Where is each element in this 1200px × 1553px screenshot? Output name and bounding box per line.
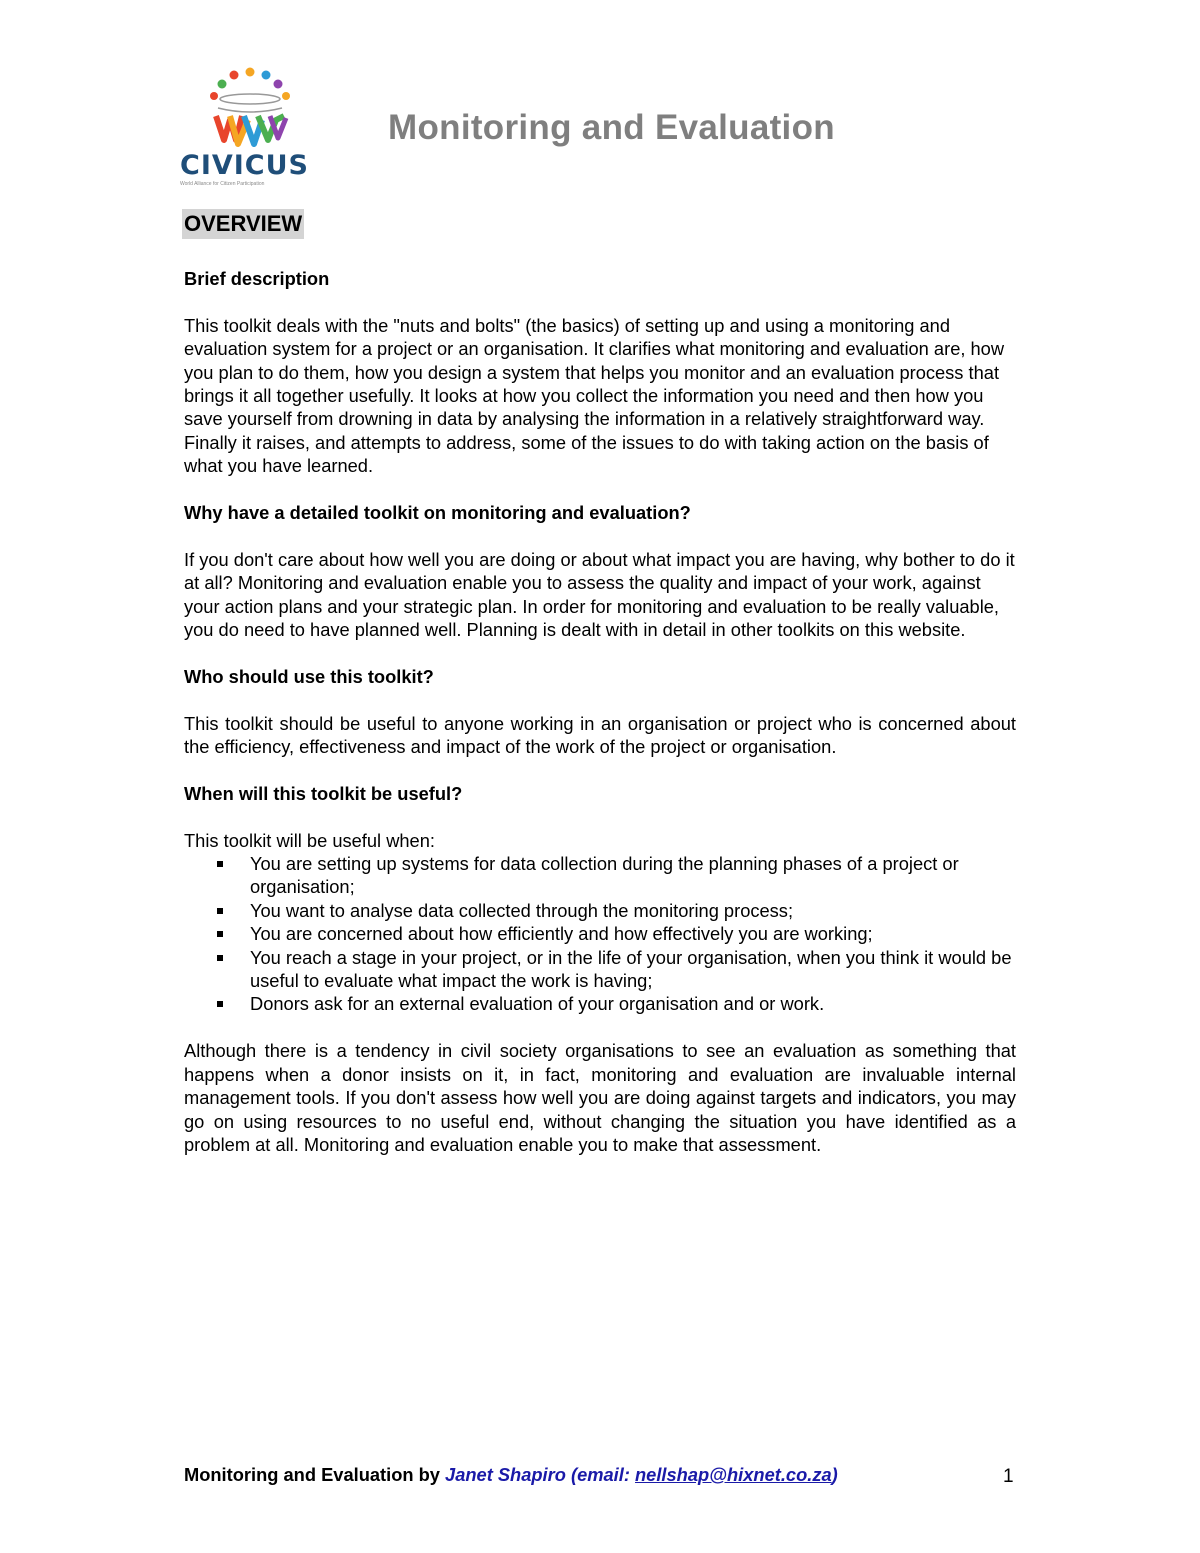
page-footer: Monitoring and Evaluation by Janet Shapiro (email: nellshap@hixnet.co.za) xyxy=(184,1464,838,1485)
logo-bowl-rim xyxy=(220,94,280,104)
who-should-use-heading: Who should use this toolkit? xyxy=(184,665,434,687)
list-item: You are setting up systems for data collection during the planning phases of a project or organisation; xyxy=(184,852,1016,899)
logo-dot-orange xyxy=(246,68,255,77)
when-useful-heading: When will this toolkit be useful? xyxy=(184,782,463,804)
when-useful-list xyxy=(184,852,1016,1016)
brief-description-text: This toolkit deals with the "nuts and bolts" (the basics) of setting up and using a monitoring and evaluation system for a project or an organisation. It clarifies what monitoring and evaluation are, how you plan to do them, how you design a system that helps you monitor and an evaluation process that brings it all together usefully. It looks at how you collect the information you need and then how you save yourself from drowning in data by analysing the information in a relatively straightforward way. Finally it raises, and attempts to address, some of the issues to do with taking action on the basis of what you have learned. xyxy=(184,314,1005,477)
closing-paragraph: Although there is a tendency in civil society organisations to see an evaluation as something that happens when a donor insists on it, in fact, monitoring and evaluation are invaluable internal management tools. If you don't assess how well you are doing against targets and indicators, you may go on using resources to no useful end, without changing the situation you have identified as a problem at all. Monitoring and evaluation enable you to make that assessment. xyxy=(184,1040,1016,1155)
why-toolkit-heading: Why have a detailed toolkit on monitoring and evaluation? xyxy=(184,502,691,524)
logo-dot-green xyxy=(218,80,227,89)
bullet-square-icon xyxy=(217,931,223,937)
footer-email-link[interactable]: nellshap@hixnet.co.za xyxy=(635,1464,832,1485)
page-number: 1 xyxy=(1003,1466,1014,1487)
logo-dot-red xyxy=(230,71,239,80)
who-should-use-text: This toolkit should be useful to anyone working in an organisation or project who is concerned about the efficiency, effectiveness and impact of the work of the project or organisation. xyxy=(184,712,1016,758)
bullet-square-icon xyxy=(217,955,223,961)
bullet-square-icon xyxy=(217,861,223,867)
overview-heading: OVERVIEW xyxy=(182,209,304,239)
when-useful-intro: This toolkit will be useful when: xyxy=(184,829,435,851)
document-title: Monitoring and Evaluation xyxy=(388,108,835,147)
list-item: Donors ask for an external evaluation of your organisation and or work. xyxy=(184,992,1016,1015)
bullet-square-icon xyxy=(217,908,223,914)
document-body xyxy=(184,267,1016,1156)
list-item: You reach a stage in your project, or in the life of your organisation, when you think it would be useful to evaluate what impact the work is having; xyxy=(184,946,1016,993)
logo-dot-purple xyxy=(274,80,283,89)
why-toolkit-text: If you don't care about how well you are doing or about what impact you are having, why bother to do it at all? Monitoring and evaluation enable you to assess the quality and impact of your work, against your action plans and your strategic plan. In order for monitoring and evaluation to be really valuable, you do need to have planned well. Planning is dealt with in detail in other toolkits on this website. xyxy=(184,548,1015,641)
logo-tagline: World Alliance for Citizen Participation xyxy=(180,181,265,187)
list-item: You want to analyse data collected through the monitoring process; xyxy=(184,899,1016,922)
brief-description-heading: Brief description xyxy=(184,268,330,289)
logo-dot-blue xyxy=(262,71,271,80)
footer-prefix: Monitoring and Evaluation by xyxy=(184,1464,446,1485)
footer-author: Janet Shapiro xyxy=(445,1464,566,1485)
logo-wordmark: CIVICUS xyxy=(180,150,309,181)
bullet-square-icon xyxy=(217,1001,223,1007)
list-item: You are concerned about how efficiently and how effectively you are working; xyxy=(184,922,1016,945)
